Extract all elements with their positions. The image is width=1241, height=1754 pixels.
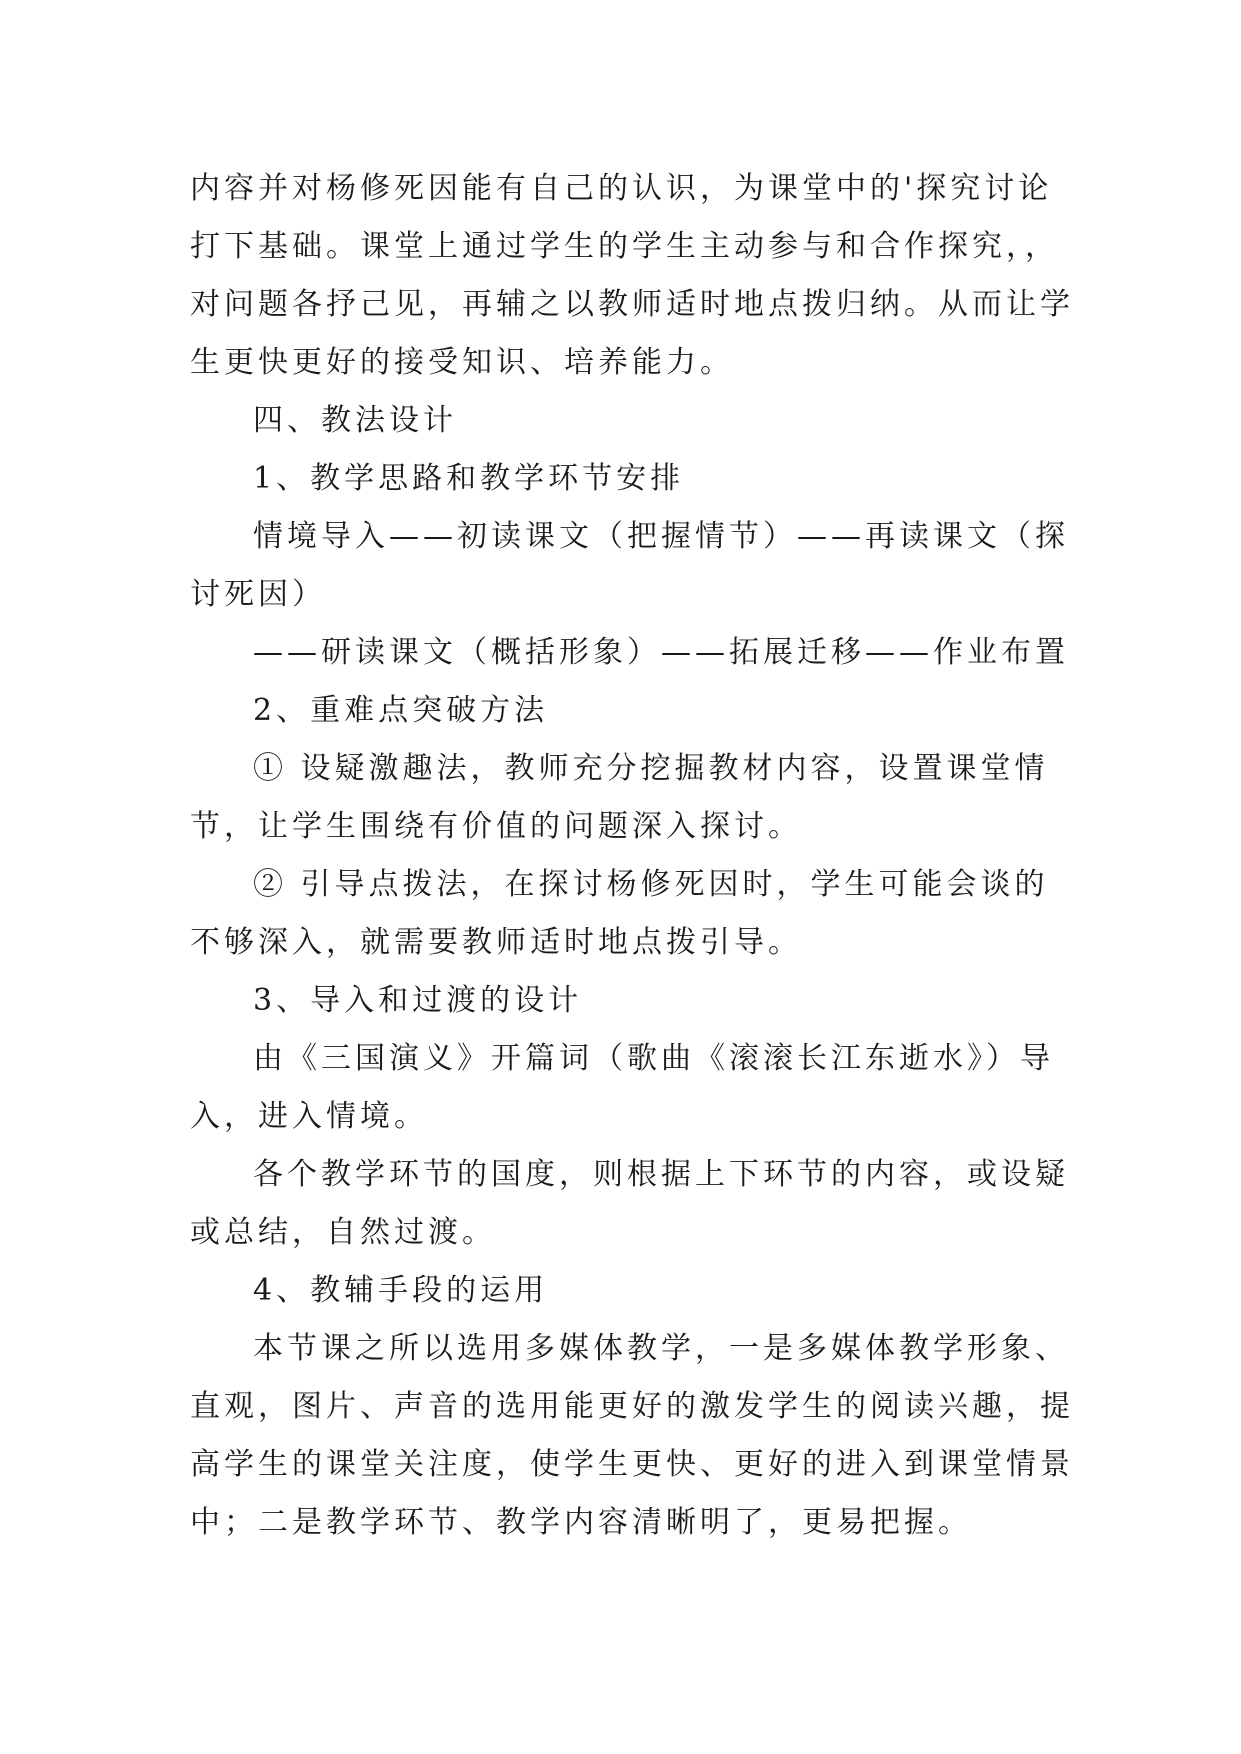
text-line: 内容并对杨修死因能有自己的认识，为课堂中的'探究讨论	[190, 171, 1053, 206]
text-line: ——研读课文（概括形象）——拓展迁移——作业布置	[253, 635, 1069, 670]
text-line: 对问题各抒己见，再辅之以教师适时地点拨归纳。从而让学	[190, 287, 1074, 322]
text-line: 打下基础。课堂上通过学生的学生主动参与和合作探究，，	[190, 229, 1059, 264]
text-line: 中；二是教学环节、教学内容清晰明了，更易把握。	[190, 1505, 972, 1540]
text-line: 节，让学生围绕有价值的问题深入探讨。	[190, 809, 802, 844]
subsection-heading: 1、教学思路和教学环节安排	[253, 461, 685, 496]
document-body	[190, 160, 1074, 1552]
text-line: ② 引导点拨法，在探讨杨修死因时，学生可能会谈的	[253, 867, 1049, 902]
text-line: 情境导入——初读课文（把握情节）——再读课文（探	[253, 519, 1069, 554]
section-heading: 四、教法设计	[253, 403, 457, 438]
text-line: 各个教学环节的国度，则根据上下环节的内容，或设疑	[253, 1157, 1069, 1192]
text-line: 本节课之所以选用多媒体教学，一是多媒体教学形象、	[253, 1331, 1069, 1366]
text-line: 生更快更好的接受知识、培养能力。	[190, 345, 734, 380]
text-line: 不够深入，就需要教师适时地点拨引导。	[190, 925, 802, 960]
text-line: 或总结，自然过渡。	[190, 1215, 496, 1250]
subsection-heading: 4、教辅手段的运用	[253, 1273, 549, 1308]
text-line: 高学生的课堂关注度，使学生更快、更好的进入到课堂情景	[190, 1447, 1074, 1482]
text-line: 直观，图片、声音的选用能更好的激发学生的阅读兴趣，提	[190, 1389, 1074, 1424]
subsection-heading: 3、导入和过渡的设计	[253, 983, 583, 1018]
text-line: 入，进入情境。	[190, 1099, 428, 1134]
text-line: 讨死因）	[190, 577, 326, 612]
text-line: 由《三国演义》开篇词（歌曲《滚滚长江东逝水》）导	[253, 1041, 1054, 1076]
text-line: ① 设疑激趣法，教师充分挖掘教材内容，设置课堂情	[253, 751, 1049, 786]
subsection-heading: 2、重难点突破方法	[253, 693, 549, 728]
